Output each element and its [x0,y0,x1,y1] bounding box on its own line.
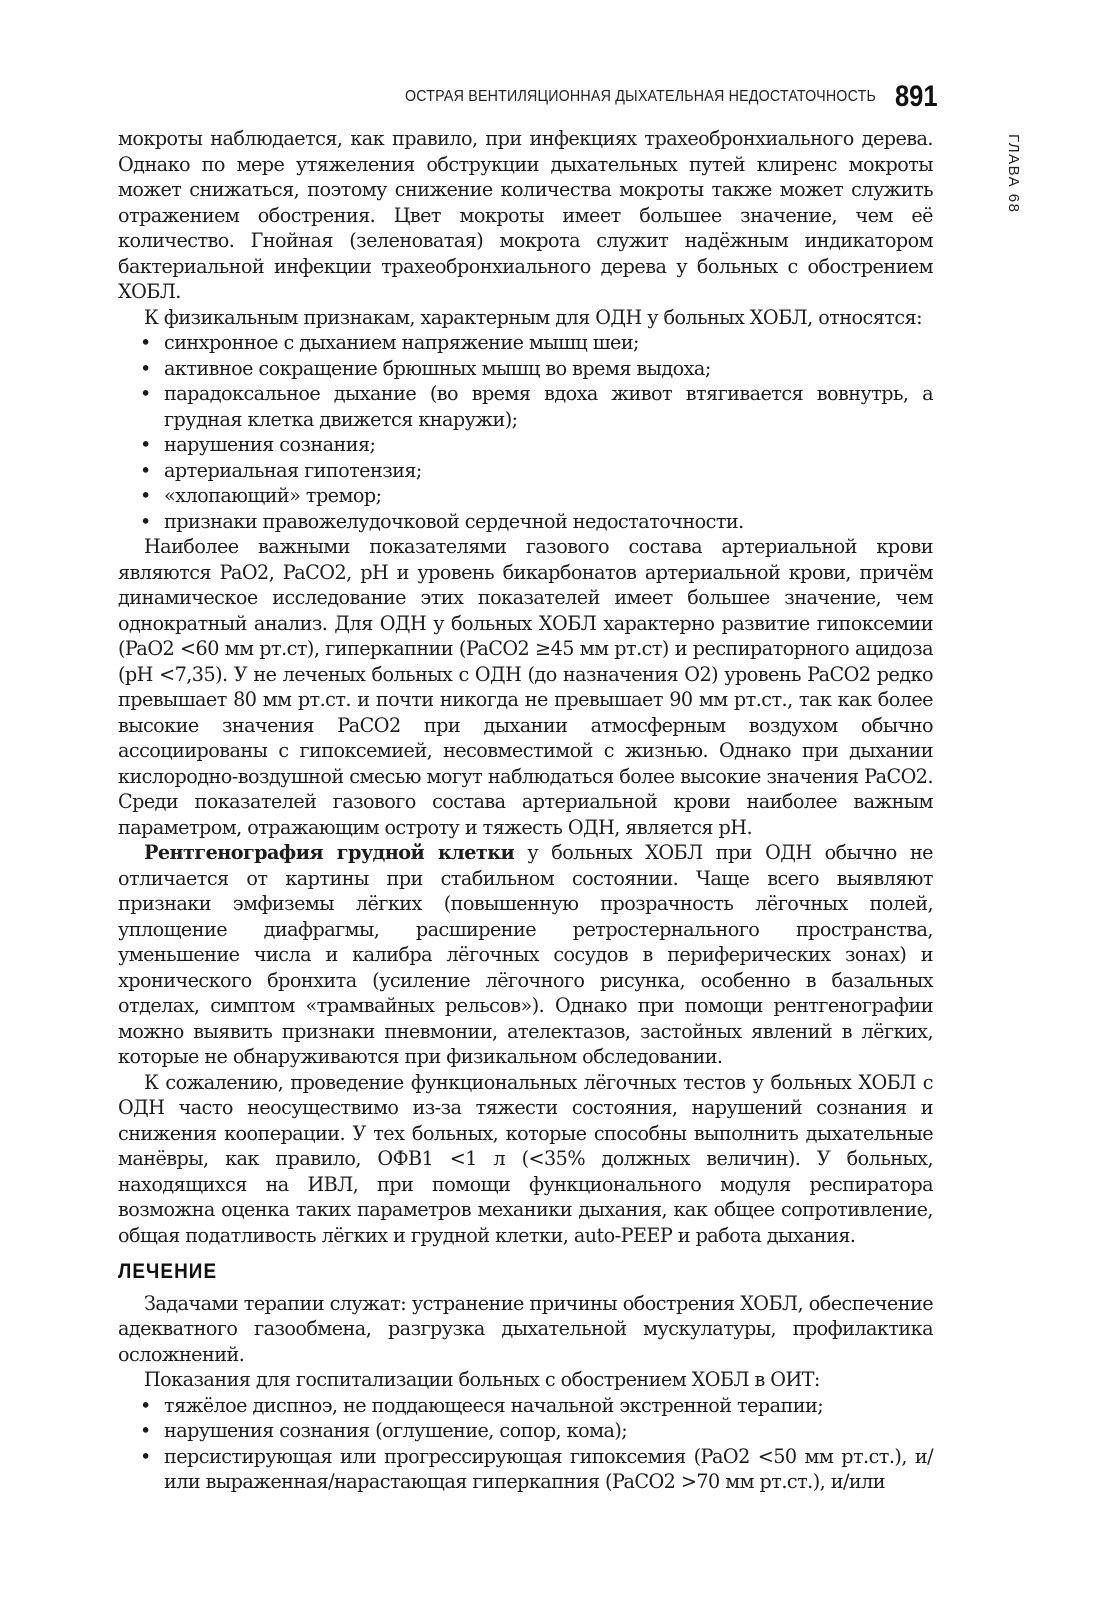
list-item: • тяжёлое диспноэ, не поддающееся начальной экстренной терапии; [118,1393,933,1419]
list-item: • нарушения сознания; [118,432,933,458]
paragraph-sputum: мокроты наблюдается, как правило, при инфекциях трахеобронхиального дерева. Однако по мере утяжеления обструкции дыхательных путей клиренс мокроты может снижаться, поэтому снижение количества мокроты также может служить отражением обострения. Цвет мокроты имеет большее значение, чем её количество. Гнойная (зеленоватая) мокрота служит надёжным индикатором бактериальной инфекции трахеобронхиального дерева у больных с обострением ХОБЛ. [118,127,933,303]
list-item: • персистирующая или прогрессирующая гипоксемия (PaO2 <50 мм рт.ст.), и/или выраженная/нарастающая гиперкапния (PaCO2 >70 мм рт.ст.), и/или [118,1444,933,1495]
paragraph-radiography [118,840,933,1070]
radiography-text: у больных ХОБЛ при ОДН обычно не отличается от картины при стабильном состоянии. Чаще всего выявляют признаки эмфиземы лёгких (повышенную прозрачность лёгочных полей, уплощение диафрагмы, расширение ретростернального пространства, уменьшение числа и калибра лёгочных сосудов в периферических зонах) и хронического бронхита (усиление лёгочного рисунка, особенно в базальных отделах, симптом «трамвайных рельсов»). Однако при помощи рентгенографии можно выявить признаки пневмонии, ателектазов, застойных явлений в лёгких, которые не обнаруживаются при физикальном обследовании. [118,841,933,1068]
section-heading-treatment: ЛЕЧЕНИЕ [118,1260,218,1283]
paragraph-physical-signs-intro: К физикальным признакам, характерным для ОДН у больных ХОБЛ, относятся: [144,305,922,329]
page-number: 891 [895,80,938,113]
paragraph-icu-indications-intro: Показания для госпитализации больных с обострением ХОБЛ в ОИТ: [144,1368,820,1391]
list-item: • активное сокращение брюшных мышц во время выдоха; [118,356,933,382]
physical-signs-list [118,330,933,534]
list-item: • «хлопающий» тремор; [118,483,933,509]
list-item: • нарушения сознания (оглушение, сопор, кома); [118,1418,933,1444]
radiography-term: Рентгенография грудной клетки [144,841,515,864]
body-text [118,126,933,1495]
list-item: • артериальная гипотензия; [118,458,933,484]
list-item: • парадоксальное дыхание (во время вдоха живот втягивается вовнутрь, а грудная клетка движется кнаружи); [118,381,933,432]
paragraph-therapy-goals: Задачами терапии служат: устранение причины обострения ХОБЛ, обеспечение адекватного газообмена, разгрузка дыхательной мускулатуры, профилактика осложнений. [118,1291,933,1366]
icu-indications-list [118,1393,933,1495]
list-item: • синхронное с дыханием напряжение мышц шеи; [118,330,933,356]
chapter-side-label: ГЛАВА 68 [1005,134,1022,214]
list-item: • признаки правожелудочковой сердечной недостаточности. [118,509,933,535]
paragraph-lung-function: К сожалению, проведение функциональных лёгочных тестов у больных ХОБЛ с ОДН часто неосуществимо из-за тяжести состояния, нарушений сознания и снижения кооперации. У тех больных, которые способны выполнить дыхательные манёвры, как правило, ОФВ1 <1 л (<35% должных величин). У больных, находящихся на ИВЛ, при помощи функционального модуля респиратора возможна оценка таких параметров механики дыхания, как общее сопротивление, общая податливость лёгких и грудной клетки, auto-PEEP и работа дыхания. [118,1070,933,1247]
paragraph-blood-gas: Наиболее важными показателями газового состава артериальной крови являются PaO2, PaCO2, pH и уровень бикарбонатов артериальной крови, причём динамическое исследование этих показателей имеет большее значение, чем однократный анализ. Для ОДН у больных ХОБЛ характерно развитие гипоксемии (PaO2 <60 мм рт.ст), гиперкапнии (PaCO2 ≥45 мм рт.ст) и респираторного ацидоза (pH <7,35). У не леченых больных с ОДН (до назначения O2) уровень PaCO2 редко превышает 80 мм рт.ст. и почти никогда не превышает 90 мм рт.ст., так как более высокие значения PaCO2 при дыхании атмосферным воздухом обычно ассоциированы с гипоксемией, несовместимой с жизнью. Однако при дыхании кислородно-воздушной смесью могут наблюдаться более высокие значения PaCO2. Среди показателей газового состава артериальной крови наиболее важным параметром, отражающим остроту и тяжесть ОДН, является pH. [118,535,933,839]
running-head: ОСТРАЯ ВЕНТИЛЯЦИОННАЯ ДЫХАТЕЛЬНАЯ НЕДОСТАТОЧНОСТЬ [405,88,877,105]
